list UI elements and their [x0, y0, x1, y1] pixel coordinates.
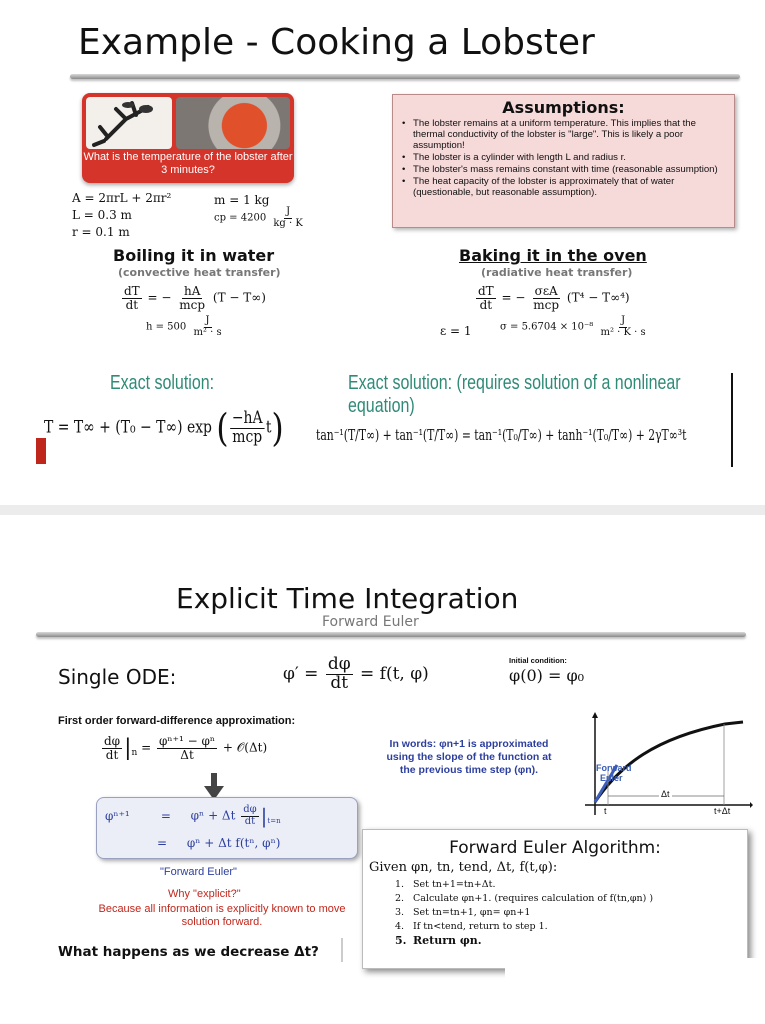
cp-lhs: cp = 4200	[214, 212, 267, 224]
h-lhs: h = 500	[146, 321, 187, 333]
forward-euler-algorithm-box	[362, 829, 748, 969]
baking-coef	[531, 285, 561, 311]
fd-equation: $\frac{d\varphi}{dt}$ $|_n$ = $\frac{\text{φⁿ⁺¹ − φⁿ}}{\Delta t}$ + 𝒪(Δt)	[104, 734, 268, 762]
assumption-item: • The lobster's mass remains constant with time (reasonable assumption)	[401, 164, 726, 175]
algo-step-num: 4.	[395, 921, 405, 932]
exact-left-den: mcp	[232, 426, 263, 447]
algo-step-text: Set tn+1=tn+Δt.	[413, 879, 496, 890]
update-deriv-num: dφ	[243, 804, 257, 815]
given-radius: r = 0.1 m	[72, 225, 130, 239]
because-text: Because all information is explicitly known to move solution forward.	[98, 903, 346, 928]
sigma-lhs: σ = 5.6704 × 10⁻⁸	[500, 321, 594, 333]
algo-heading: Forward Euler Algorithm:	[449, 838, 661, 858]
baking-coef-den: mcp	[533, 297, 560, 312]
assumption-item: • The heat capacity of the lobster is approximately that of water (questionable, but reasonable assumption).	[401, 176, 726, 198]
lobster-photo-banner	[82, 93, 294, 183]
slide1-title-rule	[70, 74, 740, 79]
baking-lhs-den: dt	[479, 297, 493, 312]
fd-lhs-den: dt	[105, 747, 119, 762]
boiling-lhs-num: dT	[124, 284, 140, 298]
cp-unit-num: J	[286, 206, 291, 217]
given-heat-capacity	[214, 207, 307, 229]
update-deriv-sub: t=n	[267, 816, 281, 825]
h-unit-den: m² · s	[193, 326, 222, 338]
graph-dt-label: Δt	[661, 789, 670, 799]
fd-eq: =	[141, 740, 152, 755]
slide-cooking-lobster	[0, 0, 765, 505]
graph-t-dt-label: t+Δt	[714, 806, 731, 816]
baking-equation	[474, 285, 630, 311]
fd-label: First order forward-difference approximation:	[58, 715, 296, 727]
assumptions-heading: Assumptions:	[502, 98, 625, 117]
initial-condition: φ(0) = φ₀	[509, 666, 585, 685]
boiling-eq-mid: = −	[147, 290, 172, 305]
baking-note: (radiative heat transfer)	[481, 266, 633, 279]
update-deriv	[241, 805, 258, 827]
update-formula-box	[96, 797, 358, 859]
baking-lhs-num: dT	[478, 284, 494, 298]
algo-step	[395, 892, 747, 906]
boiling-pot-image	[176, 97, 290, 149]
sigma-unit-den: m² · K · s	[600, 326, 646, 338]
fd-lhs	[102, 735, 122, 761]
algo-step	[395, 920, 747, 934]
given-area: A = 2πrL + 2πr²	[72, 191, 172, 205]
boiling-equation	[120, 285, 266, 311]
update-lhs: φⁿ⁺¹	[105, 808, 130, 823]
slide2-title-rule	[36, 632, 746, 637]
algo-step-num: 2.	[395, 893, 405, 904]
exact-left-post: t	[265, 417, 272, 438]
exact-left-num: −hA	[231, 407, 263, 428]
update-line1: φⁿ⁺¹ = φⁿ + Δt $\frac{d\varphi}{dt}$ $|_{t=n}$	[105, 804, 281, 828]
algo-step-num: 1.	[395, 879, 405, 890]
boiling-lhs	[122, 285, 142, 311]
bottom-question: What happens as we decrease Δt?	[58, 944, 323, 960]
update-deriv-den: dt	[244, 815, 256, 827]
update-eq1: =	[160, 808, 171, 823]
h-unit-num: J	[205, 315, 210, 326]
fd-sub: n	[131, 747, 138, 758]
cp-unit-den: kg · K	[273, 217, 303, 229]
algo-step-text: If tn<tend, return to step 1.	[413, 921, 548, 932]
sigma-unit-num: J	[621, 315, 626, 326]
graph-label-forward: Forward	[596, 763, 632, 773]
vertical-divider	[731, 373, 733, 467]
in-words-text: In words: φn+1 is approximated using the slope of the function at the previous time step (φn).	[386, 738, 552, 776]
fd-lhs-num: dφ	[104, 734, 121, 748]
given-mass: m = 1 kg	[214, 193, 270, 207]
baking-coef-num: σεA	[534, 284, 558, 298]
h-unit	[191, 316, 223, 338]
boiling-note: (convective heat transfer)	[118, 266, 281, 279]
slide2-subtitle: Forward Euler	[322, 614, 419, 630]
forward-euler-quote: "Forward Euler"	[160, 866, 237, 878]
algo-given: Given φn, tn, tend, Δt, f(t,φ):	[369, 860, 558, 875]
slide1-title: Example - Cooking a Lobster	[78, 22, 595, 63]
slide-gap	[0, 505, 765, 515]
exact-solution-right: tan⁻¹(T/T∞) + tan⁻¹(T/T∞) = tan⁻¹(T₀/T∞) + tanh⁻¹(T₀/T∞) + 2γT∞³t	[316, 426, 687, 444]
boiling-heading: Boiling it in water	[113, 246, 275, 265]
fd-frac	[157, 735, 217, 761]
baking-heading: Baking it in the oven	[459, 246, 647, 265]
single-ode-label: Single ODE:	[58, 665, 177, 689]
graph-label-euler: Euler	[600, 773, 623, 783]
baking-eq-mid: = −	[501, 290, 526, 305]
graph-t-label: t	[604, 806, 607, 816]
exact-solution-left: T = T∞ + (T₀ − T∞) exp ( $\frac{-hA}{\text{mcp}}$ t)	[44, 406, 284, 450]
assumption-item: • The lobster is a cylinder with length L and radius r.	[401, 152, 726, 163]
why-explicit: Why "explicit?"	[168, 888, 241, 900]
lobster-image	[86, 97, 172, 149]
update-eq2: =	[157, 836, 168, 850]
algo-step-text: Set tn=tn+1, φn= φn+1	[413, 907, 531, 918]
footer-mask	[505, 958, 765, 1024]
cp-unit	[271, 207, 304, 229]
exact-solution-left-label: Exact solution:	[110, 372, 215, 394]
photo-caption: What is the temperature of the lobster after 3 minutes?	[83, 151, 293, 176]
initial-condition-label: Initial condition:	[509, 656, 567, 665]
algo-step-num: 3.	[395, 907, 405, 918]
question-divider	[341, 938, 343, 962]
ode-frac	[326, 656, 353, 693]
ode-equation	[283, 656, 429, 693]
fd-tail: + 𝒪(Δt)	[222, 740, 268, 755]
baking-sigma	[500, 316, 650, 338]
assumptions-list	[401, 118, 726, 198]
exact-solution-right-label: Exact solution: (requires solution of a nonlinear equation)	[348, 372, 681, 417]
algo-step	[395, 906, 747, 920]
sigma-unit	[599, 316, 648, 338]
slide2-title: Explicit Time Integration	[176, 582, 519, 615]
fd-den: Δt	[180, 747, 194, 762]
fd-num: φⁿ⁺¹ − φⁿ	[159, 734, 216, 748]
algo-step-text: Calculate φn+1. (requires calculation of f(tn,φn) )	[413, 893, 654, 904]
update-line2	[157, 836, 280, 850]
baking-eq-tail: (T⁴ − T∞⁴)	[566, 290, 630, 305]
algo-steps	[395, 878, 747, 948]
ode-num: dφ	[327, 654, 351, 674]
baking-epsilon: ε = 1	[440, 324, 472, 338]
exact-left-pre: T = T∞ + (T₀ − T∞) exp	[44, 417, 212, 438]
update-rhs2: φⁿ + Δt f(tⁿ, φⁿ)	[186, 836, 281, 850]
boiling-coef	[177, 285, 207, 311]
baking-lhs	[476, 285, 496, 311]
ode-rhs: = f(t, φ)	[360, 663, 429, 684]
boiling-coef-num: hA	[183, 284, 201, 298]
ode-lhs: φ′ =	[283, 663, 319, 684]
assumption-item: • The lobster remains at a uniform temperature. This implies that the thermal conductivity of the lobster is "large". This is likely a poor assumption!	[401, 118, 726, 151]
algo-step-num: 5.	[395, 934, 407, 947]
algo-step-text: Return φn.	[413, 934, 482, 947]
boiling-lhs-den: dt	[125, 297, 139, 312]
exact-left-frac	[230, 407, 264, 447]
boiling-coef-den: mcp	[179, 297, 206, 312]
update-rhs1: φⁿ + Δt	[190, 808, 236, 823]
algo-step	[395, 934, 747, 948]
ode-den: dt	[330, 672, 349, 693]
given-length: L = 0.3 m	[72, 208, 132, 222]
assumptions-box	[392, 94, 735, 228]
algo-step	[395, 878, 747, 892]
boiling-eq-tail: (T − T∞)	[212, 290, 266, 305]
boiling-h-value	[146, 316, 226, 338]
